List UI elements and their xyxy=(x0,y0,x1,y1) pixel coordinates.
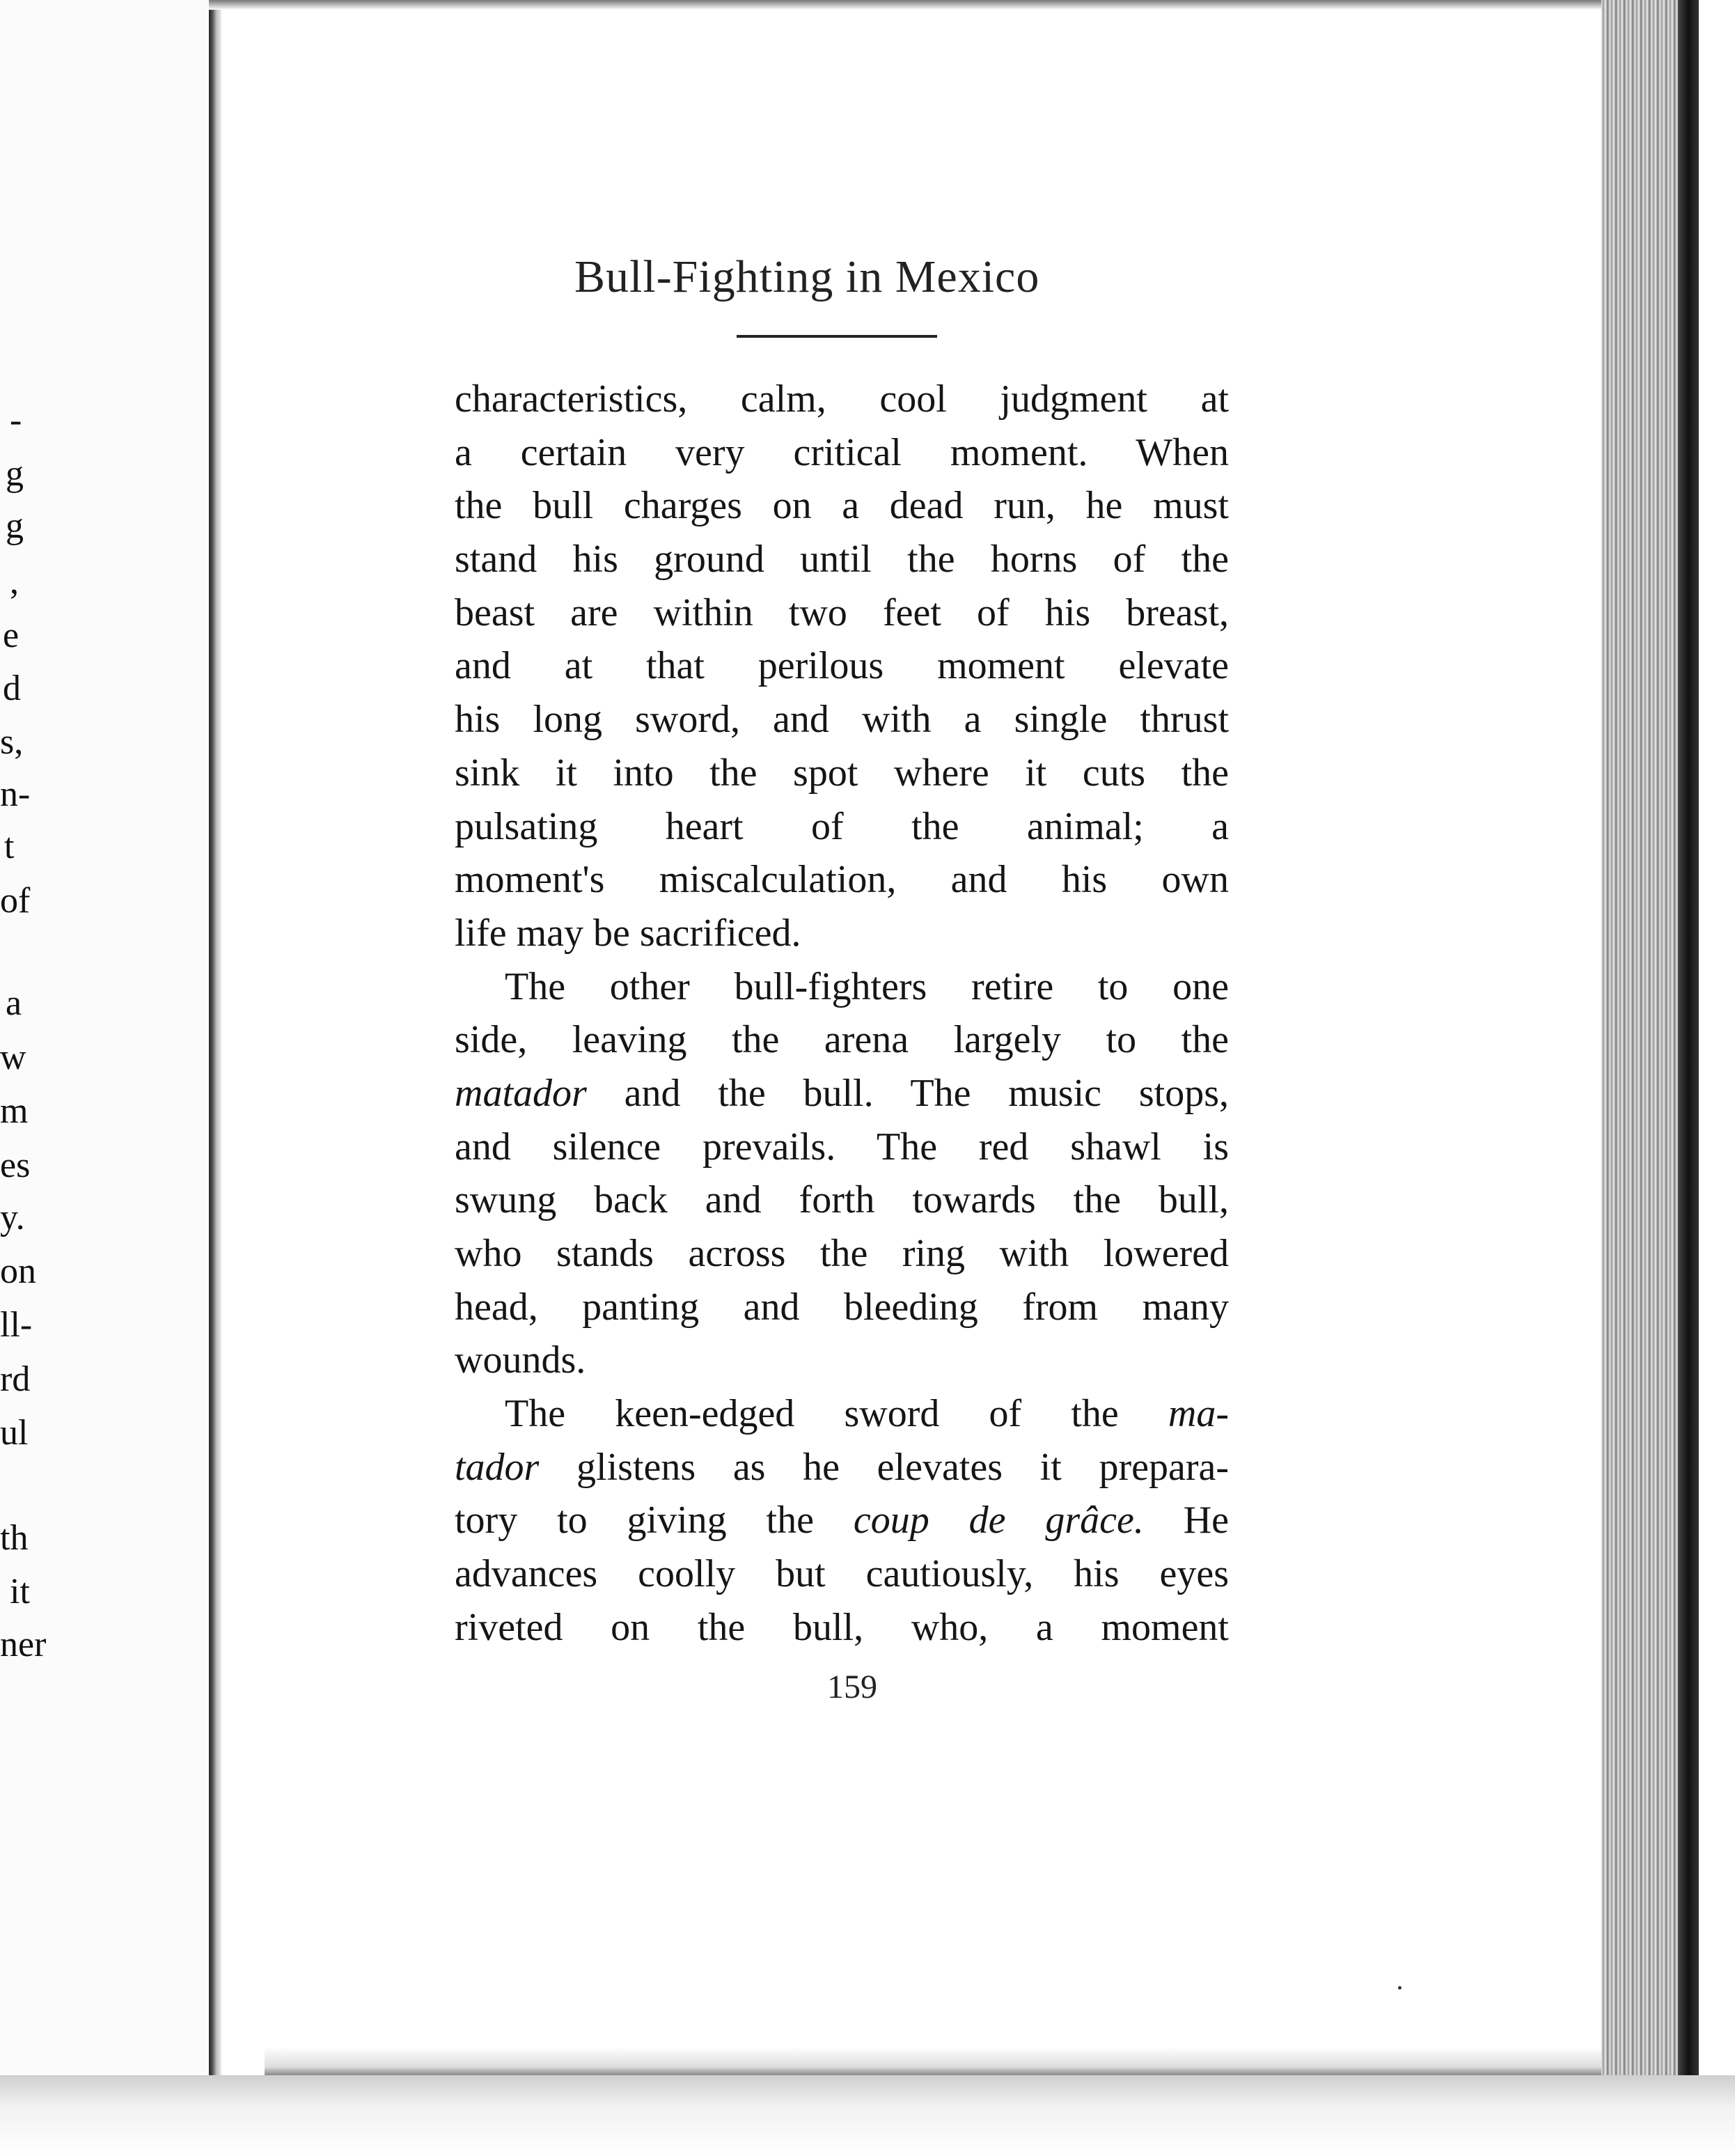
left-page-fragment: s, xyxy=(0,722,24,762)
page-number: 159 xyxy=(827,1669,877,1705)
left-page xyxy=(0,0,209,2156)
left-page-fragment: ner xyxy=(0,1625,47,1664)
text-line: moment's miscalculation, and his own xyxy=(455,858,1229,902)
italic-text-run: matador xyxy=(455,1071,587,1115)
text-line xyxy=(455,1387,1229,1441)
text-line xyxy=(455,1067,1229,1120)
italic-text-run: coup de grâce. xyxy=(853,1499,1144,1542)
left-page-fragment: - xyxy=(10,400,22,440)
text-run: He xyxy=(1143,1499,1230,1542)
left-page-fragment: rd xyxy=(0,1359,31,1399)
text-line: head, panting and bleeding from many xyxy=(455,1285,1229,1329)
bottom-edge xyxy=(0,2075,1735,2156)
left-page-fragment: g xyxy=(6,454,24,494)
text-line: his long sword, and with a single thrust xyxy=(455,698,1229,742)
left-page-fragment: w xyxy=(0,1038,26,1077)
text-line: advances coolly but cautiously, his eyes xyxy=(455,1552,1229,1596)
text-line: sink it into the spot where it cuts the xyxy=(455,751,1229,795)
text-line: swung back and forth towards the bull, xyxy=(455,1178,1229,1222)
text-line: and at that perilous moment elevate xyxy=(455,644,1229,688)
left-page-fragment: n- xyxy=(0,774,31,814)
paragraph xyxy=(455,373,1229,960)
text-line: beast are within two feet of his breast, xyxy=(455,591,1229,634)
book-cover-edge xyxy=(1678,0,1699,2124)
text-line: wounds. xyxy=(455,1338,586,1382)
running-head-rule xyxy=(737,335,937,338)
paragraph xyxy=(455,960,1229,1388)
left-page-fragment: on xyxy=(0,1251,36,1291)
left-page-fragment: a xyxy=(6,983,22,1023)
scan-speck xyxy=(1398,1986,1402,1990)
left-page-fragment: m xyxy=(0,1091,29,1131)
text-line: who stands across the ring with lowered xyxy=(455,1232,1229,1275)
left-page-fragment: d xyxy=(3,669,21,708)
running-head-title: Bull-Fighting in Mexico xyxy=(574,251,1040,302)
left-page-fragment: ll- xyxy=(0,1305,33,1345)
text-line: life may be sacrificed. xyxy=(455,911,801,955)
text-line: and silence prevails. The red shawl is xyxy=(455,1125,1229,1169)
left-page-fragment: th xyxy=(0,1518,29,1558)
text-line xyxy=(455,1441,1229,1494)
left-page-fragment: t xyxy=(4,827,15,866)
page-fore-edge xyxy=(1601,0,1678,2110)
left-page-fragment: , xyxy=(10,562,19,602)
text-line: a certain very critical moment. When xyxy=(455,430,1229,474)
italic-text-run: ma- xyxy=(1168,1392,1229,1436)
left-page-fragment: of xyxy=(0,881,31,921)
paragraph xyxy=(455,1387,1229,1654)
text-run: and the bull. The music stops, xyxy=(586,1071,1229,1115)
left-page-fragment: ul xyxy=(0,1413,29,1453)
text-run: The keen-edged sword of the xyxy=(505,1392,1168,1436)
left-page-fragment: y. xyxy=(0,1198,25,1237)
book-gutter xyxy=(209,0,221,2089)
text-line: side, leaving the arena largely to the xyxy=(455,1018,1229,1062)
body-text xyxy=(455,373,1229,1655)
left-page-fragment: es xyxy=(0,1146,31,1185)
text-run: tory to giving the xyxy=(455,1499,854,1542)
text-line: the bull charges on a dead run, he must xyxy=(455,484,1229,528)
page-bottom-shadow xyxy=(265,2047,1657,2075)
text-line: stand his ground until the horns of the xyxy=(455,538,1229,581)
left-page-fragment: g xyxy=(6,506,24,546)
text-line: characteristics, calm, cool judgment at xyxy=(455,377,1229,421)
left-page-fragment: e xyxy=(3,616,19,655)
text-line xyxy=(455,1494,1229,1547)
text-line: The other bull-fighters retire to one xyxy=(505,964,1229,1008)
left-page-fragment: it xyxy=(10,1572,30,1611)
italic-text-run: tador xyxy=(455,1445,540,1489)
text-line: pulsating heart of the animal; a xyxy=(455,804,1229,848)
text-run: glistens as he elevates it prepara- xyxy=(539,1445,1229,1489)
text-line: riveted on the bull, who, a moment xyxy=(455,1605,1229,1649)
top-edge xyxy=(209,0,1699,10)
